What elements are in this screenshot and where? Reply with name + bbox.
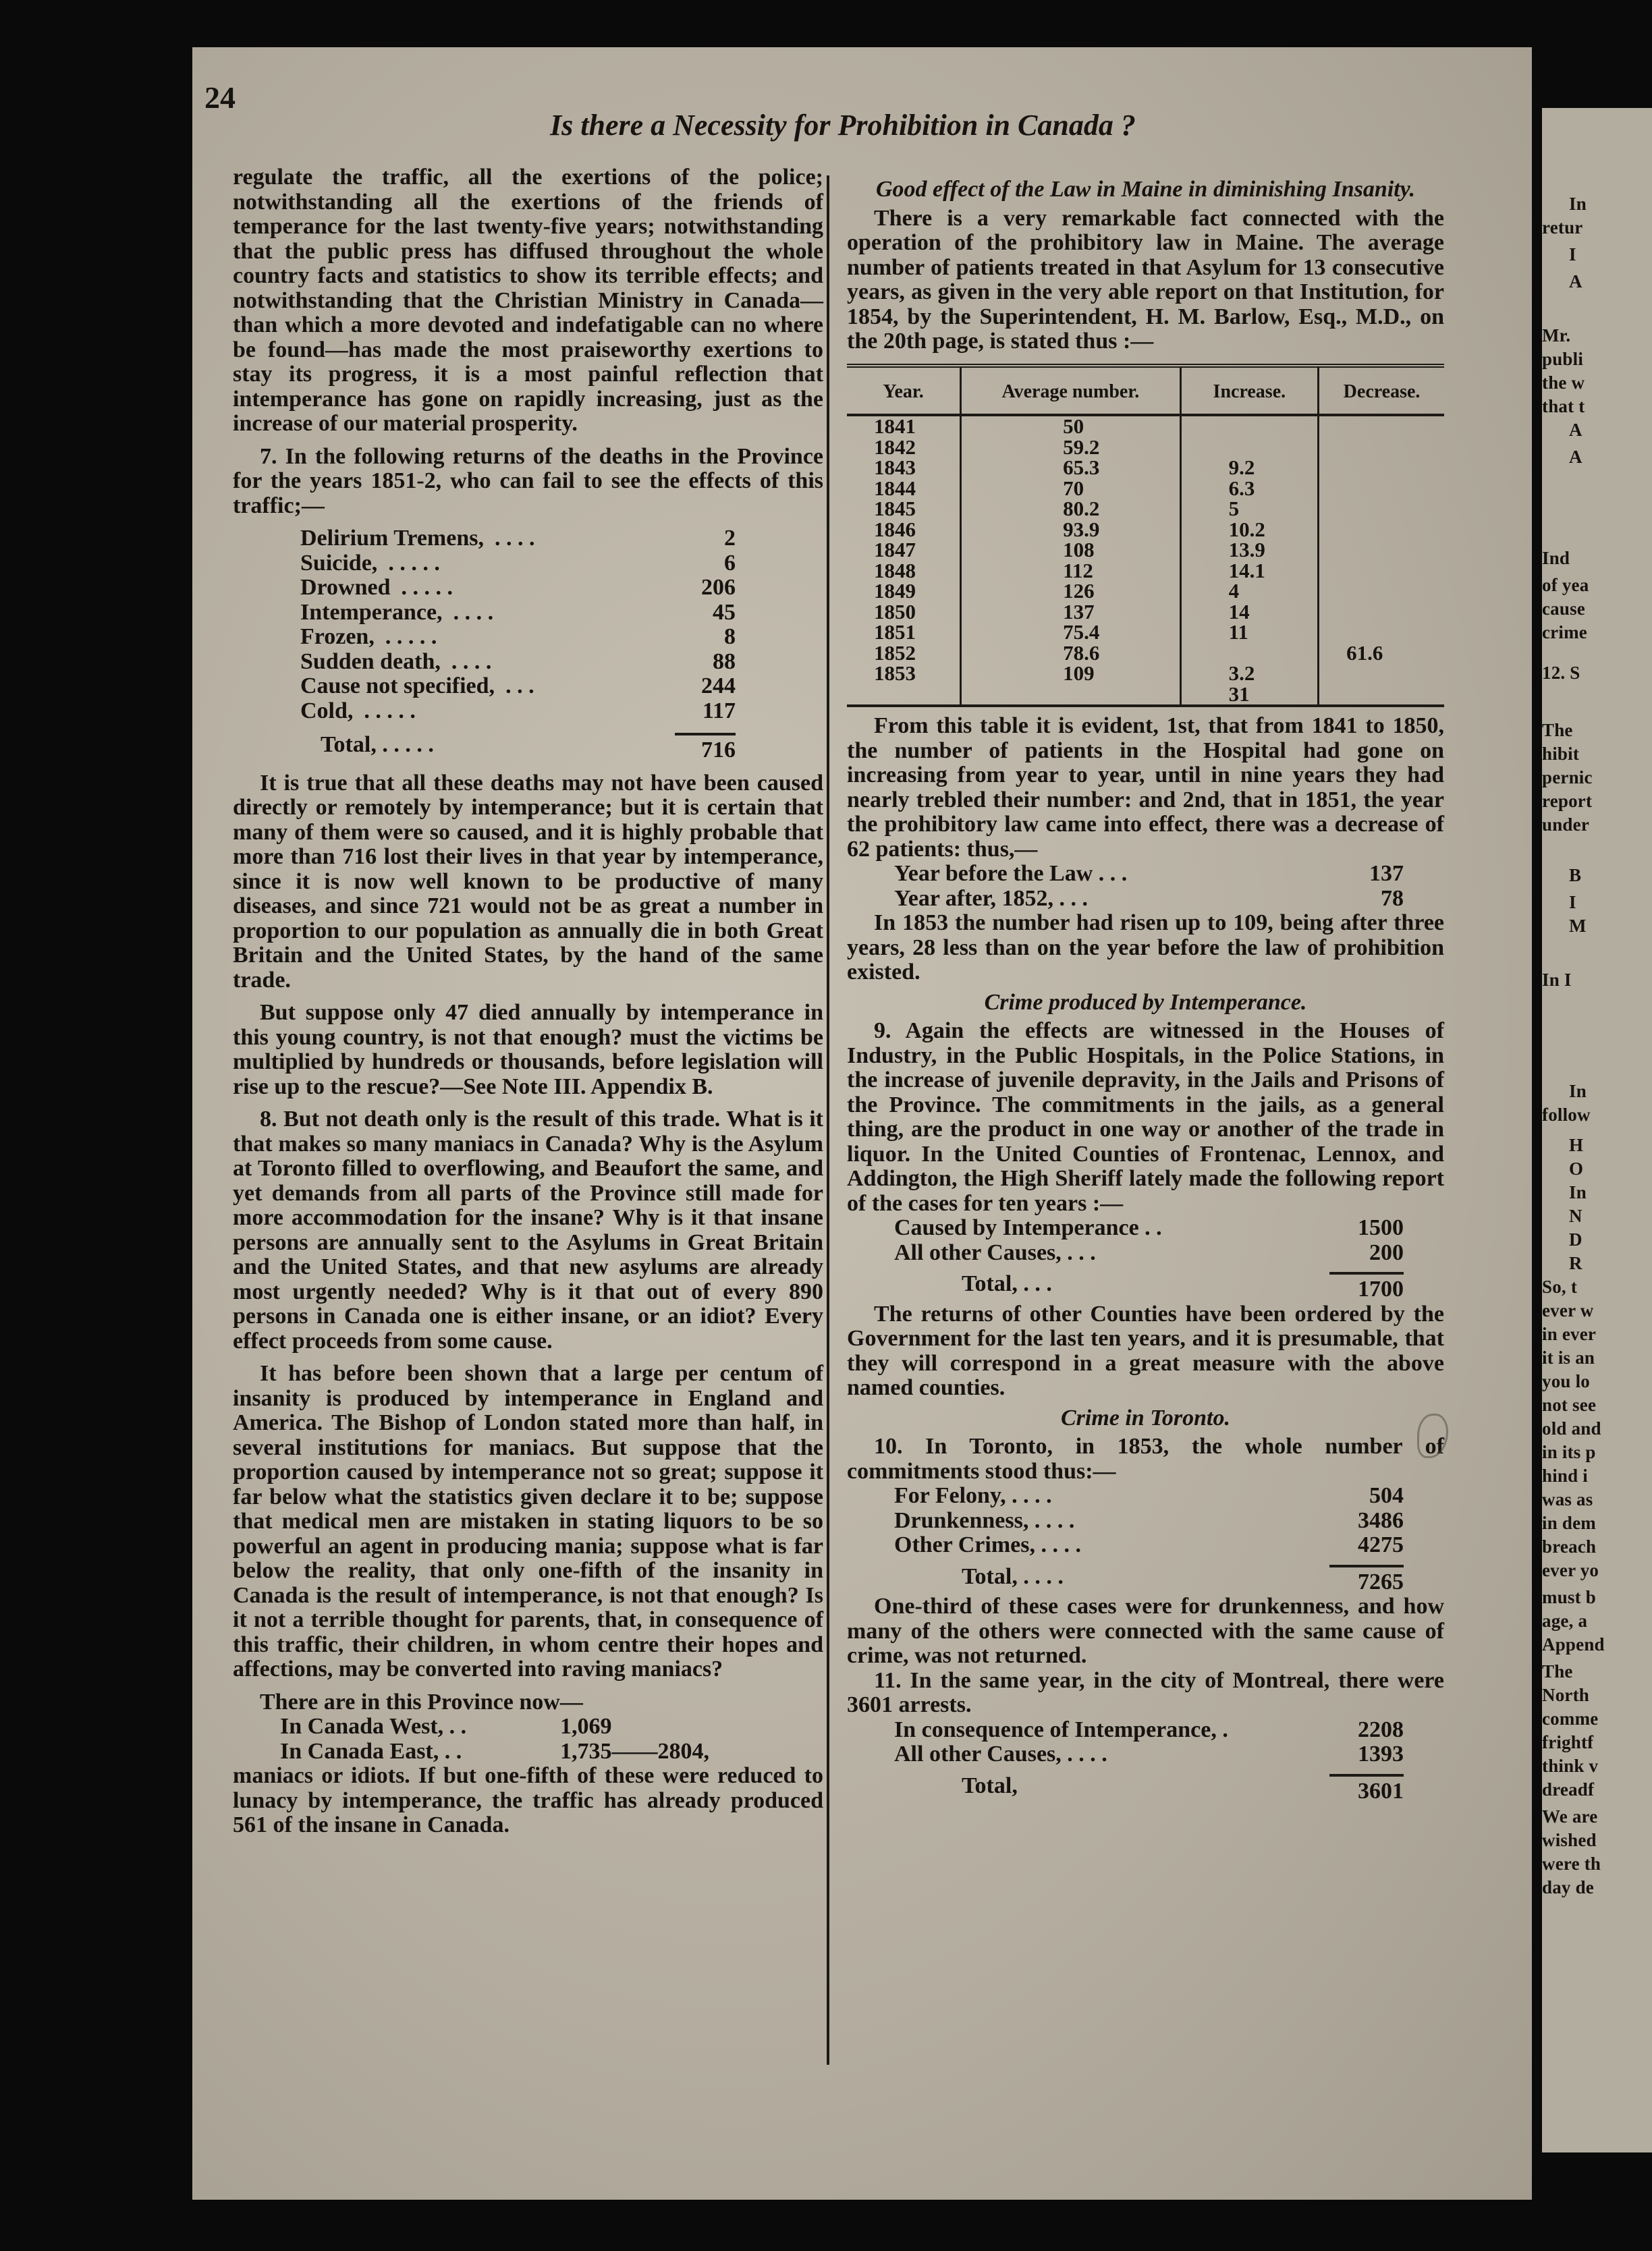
montreal-other-label: All other Causes, . . . . — [894, 1742, 1107, 1767]
adjacent-page-text-fragment: In — [1569, 1081, 1587, 1101]
right-column — [847, 172, 1444, 1804]
paragraph: In 1853 the number had risen up to 109, being after three years, 28 less than on the year before the law of prohibition existed. — [847, 910, 1444, 984]
table-cell-average: 75.4 — [961, 622, 1180, 643]
table-cell-year: 1843 — [874, 455, 916, 479]
table-cell-average: 78.6 — [961, 643, 1180, 664]
adjacent-page-text-fragment: H — [1569, 1135, 1584, 1155]
table-cell-year: 1848 — [874, 558, 916, 582]
table-cell-year: 1844 — [874, 476, 916, 500]
adjacent-page-text-fragment: I — [1569, 244, 1576, 265]
adjacent-page-text-fragment: you lo — [1542, 1371, 1590, 1391]
other-causes-value: 200 — [1369, 1240, 1404, 1265]
table-cell-average: 70 — [961, 478, 1180, 499]
adjacent-page-text-fragment: ever yo — [1542, 1560, 1599, 1580]
deaths-list-item — [233, 601, 823, 626]
adjacent-page-text-fragment: B — [1569, 865, 1582, 885]
adjacent-page-text-fragment: the w — [1542, 372, 1585, 393]
table-cell-average: 137 — [961, 602, 1180, 623]
total-value: 7265 — [1329, 1565, 1404, 1595]
table-row — [847, 561, 1444, 582]
table-header-year: Year. — [847, 366, 961, 416]
year-before-value: 137 — [1369, 861, 1404, 886]
death-cause-label: Cause not specified, — [300, 673, 495, 698]
adjacent-page-text-fragment: day de — [1542, 1877, 1594, 1897]
caused-value: 1500 — [1358, 1215, 1404, 1240]
death-count-value: 8 — [724, 624, 736, 649]
death-count-value: 45 — [713, 599, 736, 625]
table-cell-increase: 14 — [1180, 602, 1319, 623]
adjacent-page-text-fragment: R — [1569, 1253, 1582, 1273]
table-cell-average: 50 — [961, 415, 1180, 437]
leader-dots: . . . . . — [364, 698, 416, 723]
adjacent-page-text-fragment: N — [1569, 1206, 1582, 1226]
table-cell-increase — [1180, 643, 1319, 664]
montreal-intemperance-value: 2208 — [1358, 1717, 1404, 1742]
section-heading: Crime in Toronto. — [1061, 1405, 1230, 1430]
table-cell-year: 1842 — [874, 435, 916, 459]
adjacent-page-text-fragment: think v — [1542, 1756, 1599, 1776]
leader-dots: . . . . . — [388, 550, 440, 576]
adjacent-page-text-fragment: ever w — [1542, 1300, 1594, 1321]
montreal-intemperance-row — [847, 1718, 1444, 1743]
deaths-list-item — [233, 551, 823, 576]
adjacent-page-text-fragment: age, a — [1542, 1611, 1588, 1631]
adjacent-page-text-fragment: Ind — [1542, 548, 1570, 568]
canada-east-value: 1,735——2804, — [560, 1738, 709, 1764]
adjacent-page-text-fragment: So, t — [1542, 1277, 1578, 1297]
adjacent-page-text-fragment: We are — [1542, 1806, 1598, 1827]
year-after-label: Year after, 1852, . . . — [894, 885, 1089, 911]
asylum-table — [847, 364, 1444, 708]
table-cell-increase: 31 — [1180, 684, 1319, 706]
deaths-total-label: Total, . . . . . — [321, 732, 434, 757]
paragraph: There is a very remarkable fact connected with the operation of the prohibitory law in Maine. The average number of patients treated in that Asylum for 13 consecutive years, as given in the very able report on that Institution, for 1854, by the Superintendent, H. M. Barlow, Esq., M.D., on the 20th page, is stated thus :— — [847, 205, 1444, 354]
deaths-list-item — [233, 625, 823, 650]
table-cell-decrease: 61.6 — [1319, 643, 1444, 664]
adjacent-page-text-fragment: M — [1569, 916, 1587, 936]
table-cell-decrease — [1319, 622, 1444, 643]
total-value: 1700 — [1329, 1272, 1404, 1302]
canada-east-row — [233, 1740, 823, 1764]
adjacent-page-text-fragment: breach — [1542, 1536, 1597, 1557]
caused-label: Caused by Intemperance . . — [894, 1215, 1162, 1240]
adjacent-page-text-fragment: in dem — [1542, 1513, 1596, 1533]
paragraph: From this table it is evident, 1st, that from 1841 to 1850, the number of patients in the Hospital had gone on increasing from year to year, until in nine years they had nearly trebled their number: and 2nd, that in 1851, the year the prohibitory law came into effect, there was a decrease of 62 patients: thus,— — [847, 713, 1444, 862]
table-header-increase: Increase. — [1180, 366, 1319, 416]
table-cell-average: 108 — [961, 540, 1180, 561]
table-cell-decrease — [1319, 561, 1444, 582]
table-header-average: Average number. — [961, 366, 1180, 416]
table-cell-decrease — [1319, 581, 1444, 602]
adjacent-page-text-fragment: hind i — [1542, 1466, 1589, 1486]
drunkenness-value: 3486 — [1358, 1507, 1404, 1533]
leader-dots: . . . . — [451, 648, 492, 674]
adjacent-page-text-fragment: of yea — [1542, 575, 1589, 595]
adjacent-page-text-fragment: cause — [1542, 599, 1585, 619]
year-after-row — [847, 887, 1444, 912]
montreal-intemperance-label: In consequence of Intemperance, . — [894, 1717, 1228, 1742]
adjacent-page-edge — [1542, 108, 1652, 2152]
death-cause-label: Suicide, — [300, 550, 378, 576]
table-cell-year: 1845 — [874, 497, 916, 520]
table-cell-increase: 5 — [1180, 499, 1319, 520]
adjacent-page-text-fragment: that t — [1542, 396, 1585, 416]
paragraph: 7. In the following returns of the deaths in the Province for the years 1851-2, who can fail to see the effects of this traffic;— — [233, 443, 823, 518]
table-row — [847, 684, 1444, 706]
deaths-list-item — [233, 699, 823, 724]
adjacent-page-text-fragment: hibit — [1542, 744, 1580, 764]
table-cell-average: 109 — [961, 663, 1180, 684]
adjacent-page-text-fragment: Append — [1542, 1634, 1605, 1655]
table-cell-average — [961, 684, 1180, 706]
table-row — [847, 663, 1444, 684]
table-cell-year: 1852 — [874, 640, 916, 665]
adjacent-page-text-fragment: In I — [1542, 970, 1572, 990]
table-row — [847, 643, 1444, 664]
death-cause-label: Cold, — [300, 698, 354, 723]
adjacent-page-text-fragment: The — [1542, 720, 1573, 740]
table-cell-increase — [1180, 437, 1319, 458]
adjacent-page-text-fragment: must b — [1542, 1587, 1596, 1607]
total-row — [847, 1565, 1444, 1595]
paragraph: One-third of these cases were for drunkenness, and how many of the others were connected with the same cause of crime, was not returned. — [847, 1594, 1444, 1668]
table-cell-year — [847, 684, 961, 706]
table-row — [847, 581, 1444, 602]
table-row — [847, 499, 1444, 520]
deaths-list-item — [233, 650, 823, 675]
table-row — [847, 622, 1444, 643]
adjacent-page-text-fragment: follow — [1542, 1105, 1591, 1125]
adjacent-page-text-fragment: were th — [1542, 1854, 1601, 1874]
adjacent-page-text-fragment: frightf — [1542, 1732, 1594, 1752]
death-count-value: 244 — [701, 673, 736, 698]
paragraph: It is true that all these deaths may not have been caused directly or remotely by intemperance; but it is certain that many of them were so caused, and it is highly probable that more than 716 lost their lives in that year by intemperance, since it is now well known to be productive of many diseases, and since 721 would not be as great a number in proportion to our population as annually die in both Great Britain and the United States, by the hand of the same trade. — [233, 770, 823, 993]
adjacent-page-text-fragment: not see — [1542, 1395, 1597, 1415]
adjacent-page-text-fragment: wished — [1542, 1830, 1597, 1850]
adjacent-page-text-fragment: publi — [1542, 349, 1584, 369]
other-causes-row — [847, 1241, 1444, 1266]
deaths-list-item — [233, 576, 823, 601]
table-cell-increase: 10.2 — [1180, 520, 1319, 540]
table-row — [847, 540, 1444, 561]
table-row — [847, 602, 1444, 623]
page-number: 24 — [204, 80, 236, 115]
death-count-value: 2 — [724, 526, 736, 551]
montreal-other-value: 1393 — [1358, 1742, 1404, 1767]
column-rule — [827, 175, 829, 2065]
adjacent-page-text-fragment: old and — [1542, 1418, 1601, 1439]
running-title: Is there a Necessity for Prohibition in Canada ? — [550, 109, 1136, 142]
total-label: Total, — [962, 1773, 1018, 1798]
other-crimes-label: Other Crimes, . . . . — [894, 1532, 1081, 1557]
table-cell-increase: 9.2 — [1180, 457, 1319, 478]
table-row — [847, 437, 1444, 458]
paragraph: 10. In Toronto, in 1853, the whole number of commitments stood thus:— — [847, 1434, 1444, 1484]
paragraph: 8. But not death only is the result of this trade. What is it that makes so many maniacs in Canada? Why is the Asylum at Toronto filled to overflowing, and Beaufort the same, and yet demands from all parts of the Province still made for more accommodation for the insane? Why is it that insane persons are annually sent to the Asylums in Great Britain and the United States, and that new asylums are already most urgently needed? Why is it that out of every 890 persons in Canada one is either insane, or an idiot? Every effect proceeds from some cause. — [233, 1107, 823, 1354]
death-count-value: 117 — [702, 698, 736, 723]
adjacent-page-text-fragment: D — [1569, 1229, 1582, 1250]
year-before-label: Year before the Law . . . — [894, 861, 1128, 886]
adjacent-page-text-fragment: The — [1542, 1661, 1573, 1682]
adjacent-page-text-fragment: report — [1542, 791, 1593, 811]
table-cell-average: 65.3 — [961, 457, 1180, 478]
table-row — [847, 457, 1444, 478]
table-cell-decrease — [1319, 520, 1444, 540]
table-cell-decrease — [1319, 415, 1444, 437]
other-crimes-value: 4275 — [1358, 1532, 1404, 1557]
table-cell-decrease — [1319, 602, 1444, 623]
canada-east-label: In Canada East, . . — [280, 1738, 462, 1764]
table-cell-average: 112 — [961, 561, 1180, 582]
table-cell-increase: 11 — [1180, 622, 1319, 643]
adjacent-page-text-fragment: A — [1569, 420, 1582, 440]
adjacent-page-text-fragment: Mr. — [1542, 325, 1571, 345]
adjacent-page-text-fragment: In — [1569, 1182, 1587, 1202]
total-label: Total, . . . — [962, 1271, 1052, 1296]
deaths-list-item — [233, 674, 823, 699]
paragraph: 9. Again the effects are witnessed in the Houses of Industry, in the Public Hospitals, in the Police Stations, in the increase of juvenile depravity, in the Jails and Prisons of the Province. The commitments in the jails, as a general thing, are the product in one way or another of the trade in liquor. In the United Counties of Frontenac, Lennox, and Addington, the High Sheriff lately made the following report of the cases for ten years :— — [847, 1018, 1444, 1216]
leader-dots: . . . . — [494, 526, 535, 551]
paragraph: There are in this Province now— — [260, 1689, 583, 1715]
deaths-list-item — [233, 526, 823, 551]
section-heading: Crime produced by Intemperance. — [984, 989, 1307, 1015]
table-cell-average: 126 — [961, 581, 1180, 602]
adjacent-page-text-fragment: 12. S — [1542, 663, 1580, 683]
adjacent-page-text-fragment: crime — [1542, 622, 1587, 642]
table-cell-average: 93.9 — [961, 520, 1180, 540]
leader-dots: . . . . — [453, 599, 494, 625]
canada-west-label: In Canada West, . . — [280, 1714, 467, 1739]
table-cell-decrease — [1319, 457, 1444, 478]
table-cell-year: 1851 — [874, 620, 916, 644]
other-crimes-row — [847, 1533, 1444, 1558]
deaths-list — [233, 526, 823, 723]
adjacent-page-text-fragment: A — [1569, 447, 1582, 467]
montreal-other-row — [847, 1742, 1444, 1767]
felony-value: 504 — [1369, 1483, 1404, 1508]
table-cell-decrease — [1319, 499, 1444, 520]
paragraph: The returns of other Counties have been ordered by the Government for the last ten years, and it is presumable, that they will correspond in a great measure with the above named counties. — [847, 1301, 1444, 1400]
table-cell-increase: 6.3 — [1180, 478, 1319, 499]
left-column — [233, 165, 823, 1838]
leader-dots: . . . . . — [401, 575, 453, 600]
table-cell-year: 1850 — [874, 599, 916, 623]
book-page — [192, 47, 1532, 2200]
adjacent-page-text-fragment: it is an — [1542, 1347, 1595, 1368]
death-count-value: 88 — [713, 648, 736, 674]
death-count-value: 6 — [724, 550, 736, 576]
table-cell-increase: 13.9 — [1180, 540, 1319, 561]
table-cell-increase — [1180, 415, 1319, 437]
year-before-row — [847, 862, 1444, 887]
total-label: Total, . . . . — [962, 1563, 1064, 1589]
drunkenness-row — [847, 1509, 1444, 1534]
leader-dots: . . . . . — [385, 624, 437, 649]
table-row — [847, 478, 1444, 499]
table-cell-year: 1847 — [874, 538, 916, 561]
table-row — [847, 415, 1444, 437]
adjacent-page-text-fragment: was as — [1542, 1489, 1593, 1509]
canada-west-row — [233, 1715, 823, 1740]
table-cell-year: 1853 — [874, 661, 916, 685]
caused-row — [847, 1216, 1444, 1241]
paragraph: But suppose only 47 died annually by intemperance in this young country, is not that enough? must the victims be multiplied by hundreds or thousands, before legislation will rise up to the rescue?—See Note III. Appendix B. — [233, 1000, 823, 1099]
death-cause-label: Drowned — [300, 575, 391, 600]
adjacent-page-text-fragment: North — [1542, 1685, 1589, 1705]
paragraph: It has before been shown that a large per centum of insanity is produced by intemperance in England and America. The Bishop of London stated more than half, in several institutions for maniacs. But suppose that the proportion caused by intemperance not so great; suppose it far below what the statistics given declare it to be; suppose that medical men are mistaken in stating liquors to be so powerful an agent in producing mania; suppose what is far below the reality, that only one-fifth of the insanity in Canada is the result of intemperance, is not that enough? Is it not a terrible thought for parents, that, in consequence of this traffic, their children, in whom centre their hopes and affections, may be converted into raving maniacs? — [233, 1361, 823, 1682]
felony-row — [847, 1484, 1444, 1509]
adjacent-page-text-fragment: dreadf — [1542, 1779, 1595, 1800]
deaths-total-value: 716 — [675, 733, 736, 763]
table-cell-decrease — [1319, 540, 1444, 561]
table-cell-increase: 14.1 — [1180, 561, 1319, 582]
canada-west-value: 1,069 — [560, 1714, 612, 1739]
table-cell-decrease — [1319, 684, 1444, 706]
table-row — [847, 520, 1444, 540]
table-cell-decrease — [1319, 478, 1444, 499]
death-cause-label: Frozen, — [300, 624, 375, 649]
adjacent-page-text-fragment: under — [1542, 814, 1590, 835]
death-cause-label: Delirium Tremens, — [300, 526, 484, 551]
felony-label: For Felony, . . . . — [894, 1483, 1052, 1508]
leader-dots: . . . — [505, 673, 534, 698]
table-cell-year: 1849 — [874, 579, 916, 603]
total-row — [847, 1774, 1444, 1804]
paragraph: maniacs or idiots. If but one-fifth of these were reduced to lunacy by intemperance, the traffic has already produced 561 of the insane in Canada. — [233, 1763, 823, 1837]
section-heading: Good effect of the Law in Maine in diminishing Insanity. — [875, 177, 1416, 202]
total-value: 3601 — [1329, 1774, 1404, 1804]
table-cell-average: 59.2 — [961, 437, 1180, 458]
paragraph: 11. In the same year, in the city of Montreal, there were 3601 arrests. — [847, 1667, 1444, 1717]
table-cell-average: 80.2 — [961, 499, 1180, 520]
death-cause-label: Sudden death, — [300, 648, 441, 674]
adjacent-page-text-fragment: In — [1569, 194, 1587, 214]
adjacent-page-text-fragment: A — [1569, 271, 1582, 291]
paragraph: regulate the traffic, all the exertions of the police; notwithstanding all the exertions of the friends of temperance for the last twenty-five years; notwithstanding that the public press has diffused throughout the whole country facts and statistics to show its terrible effects; and notwithstanding that the Christian Ministry in Canada—than which a more devoted and indefatigable can no where be found—has made the most praiseworthy exertions to stay its progress, it is a most painful reflection that intemperance has gone on rapidly increasing, just as the increase of our material prosperity. — [233, 165, 823, 436]
table-header-decrease: Decrease. — [1319, 366, 1444, 416]
table-cell-year: 1846 — [874, 517, 916, 541]
adjacent-page-text-fragment: in ever — [1542, 1324, 1597, 1344]
table-cell-decrease — [1319, 663, 1444, 684]
year-after-value: 78 — [1381, 885, 1404, 911]
table-cell-increase: 3.2 — [1180, 663, 1319, 684]
table-cell-year: 1841 — [874, 414, 916, 438]
adjacent-page-text-fragment: retur — [1542, 217, 1583, 238]
adjacent-page-text-fragment: I — [1569, 892, 1576, 912]
death-count-value: 206 — [701, 575, 736, 600]
adjacent-page-text-fragment: comme — [1542, 1708, 1599, 1729]
drunkenness-label: Drunkenness, . . . . — [894, 1507, 1075, 1533]
adjacent-page-text-fragment: pernic — [1542, 767, 1593, 787]
adjacent-page-text-fragment: in its p — [1542, 1442, 1596, 1462]
death-cause-label: Intemperance, — [300, 599, 443, 625]
total-row — [847, 1272, 1444, 1302]
table-cell-decrease — [1319, 437, 1444, 458]
other-causes-label: All other Causes, . . . — [894, 1240, 1096, 1265]
table-cell-increase: 4 — [1180, 581, 1319, 602]
deaths-total-row — [233, 733, 823, 763]
adjacent-page-text-fragment: O — [1569, 1159, 1584, 1179]
